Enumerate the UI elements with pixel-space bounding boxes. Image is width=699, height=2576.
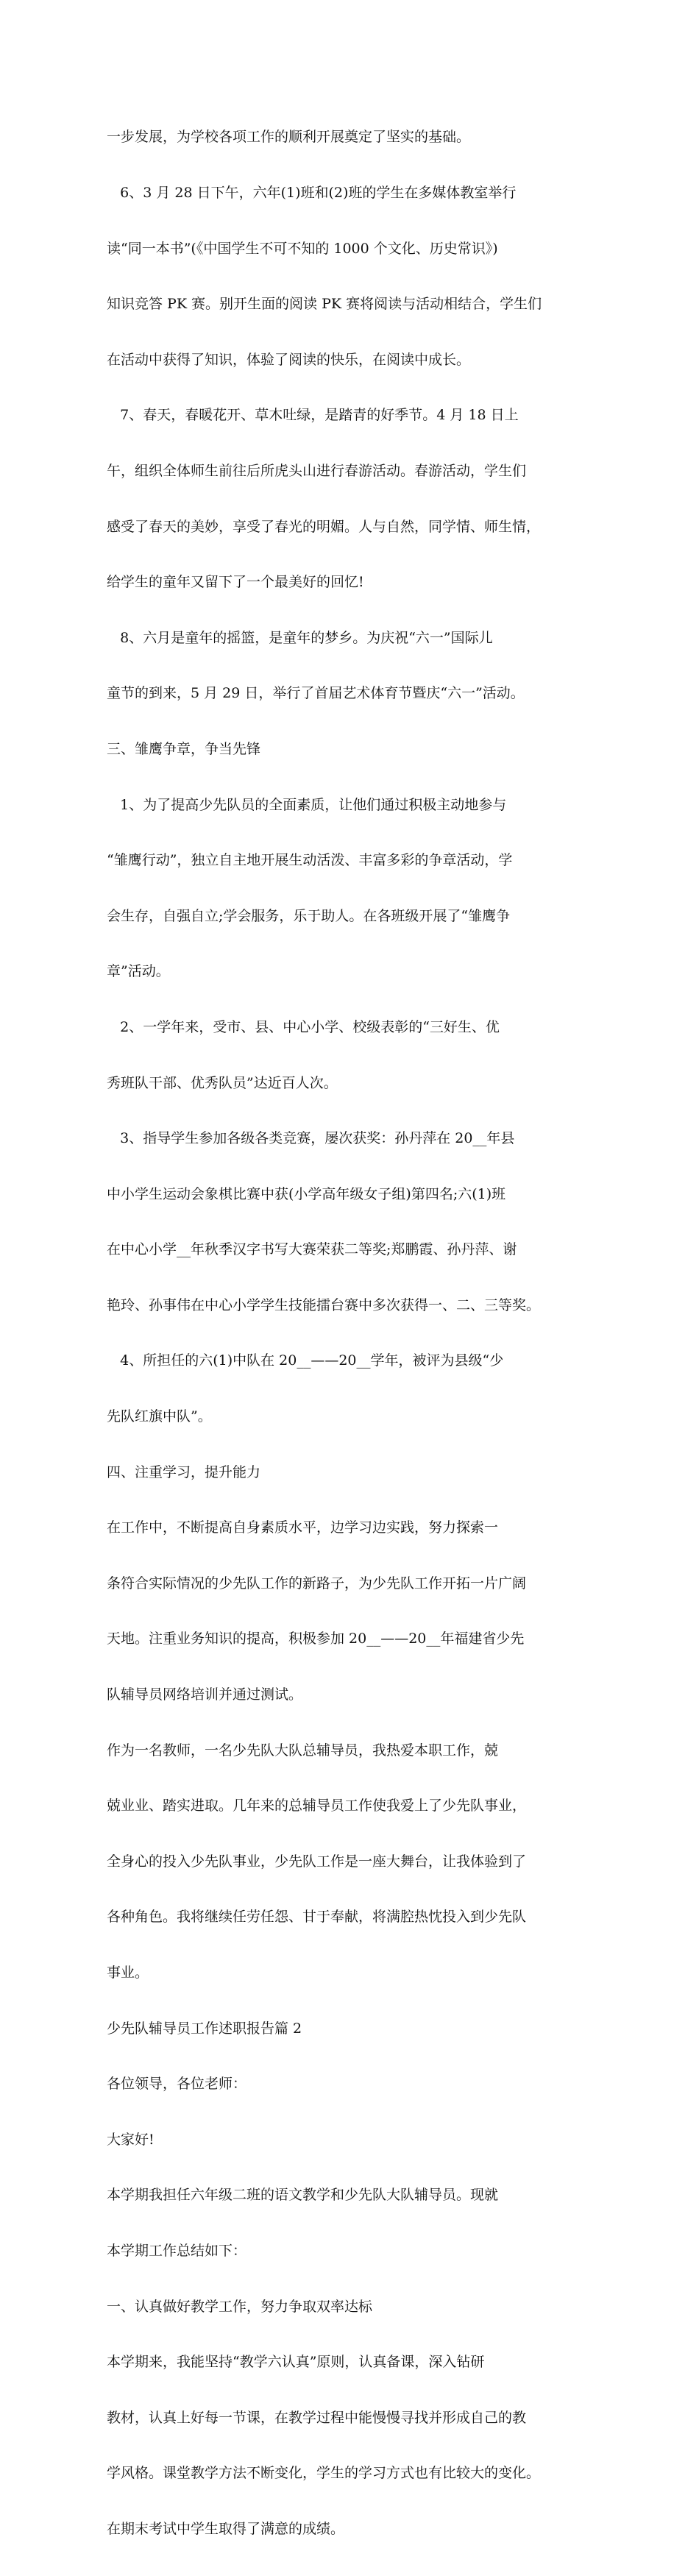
text-line: 队辅导员网络培训并通过测试。: [107, 1686, 303, 1703]
text-line: 在期末考试中学生取得了满意的成绩。: [107, 2520, 345, 2537]
text-line: 先队红旗中队”。: [107, 1408, 212, 1425]
text-line: 知识竞答 PK 赛。别开生面的阅读 PK 赛将阅读与活动相结合，学生们: [107, 296, 542, 313]
salutation: 各位领导，各位老师：: [107, 2076, 247, 2093]
text-line: 在中心小学__年秋季汉字书写大赛荣获二等奖;郑鹏霞、孙丹萍、谢: [107, 1241, 517, 1258]
text-line: 读“同一本书”(《中国学生不可不知的 1000 个文化、历史常识》): [107, 240, 498, 257]
text-line: 在活动中获得了知识，体验了阅读的快乐，在阅读中成长。: [107, 351, 471, 368]
text-line: 秀班队干部、优秀队员”达近百人次。: [107, 1074, 338, 1091]
document-title: 少先队辅导员工作述职报告篇 2: [107, 2020, 302, 2037]
section-heading: 一、认真做好教学工作，努力争取双率达标: [107, 2298, 373, 2315]
text-line: 章”活动。: [107, 963, 170, 980]
text-line: 本学期来，我能坚持“教学六认真”原则，认真备课，深入钻研: [107, 2354, 485, 2371]
text-line: 会生存，自强自立;学会服务，乐于助人。在各班级开展了“雏鹰争: [107, 907, 511, 924]
text-line: 条符合实际情况的少先队工作的新路子，为少先队工作开拓一片广阔: [107, 1575, 527, 1592]
text-line: 全身心的投入少先队事业，少先队工作是一座大舞台，让我体验到了: [107, 1853, 527, 1870]
text-line: 给学生的童年又留下了一个最美好的回忆!: [107, 574, 364, 591]
text-line: 3、指导学生参加各级各类竞赛，屡次获奖：孙丹萍在 20__年县: [107, 1130, 515, 1147]
text-line: 午，组织全体师生前往后所虎头山进行春游活动。春游活动，学生们: [107, 462, 527, 479]
text-line: 7、春天，春暖花开、草木吐绿，是踏青的好季节。4 月 18 日上: [107, 407, 519, 424]
text-line: 学风格。课堂教学方法不断变化，学生的学习方式也有比较大的变化。: [107, 2465, 541, 2482]
text-line: “雏鹰行动”，独立自主地开展生动活泼、丰富多彩的争章活动，学: [107, 852, 513, 869]
text-line: 8、六月是童年的摇篮，是童年的梦乡。为庆祝“六一”国际儿: [107, 629, 493, 646]
text-line: 本学期我担任六年级二班的语文教学和少先队大队辅导员。现就: [107, 2187, 499, 2204]
text-line: 1、为了提高少先队员的全面素质，让他们通过积极主动地参与: [107, 796, 507, 813]
section-heading: 四、注重学习，提升能力: [107, 1463, 261, 1480]
document-body: [107, 91, 592, 2576]
text-line: 事业。: [107, 1965, 149, 1981]
text-line: 4、所担任的六(1)中队在 20__——20__学年，被评为县级“少: [107, 1352, 504, 1369]
text-line: 6、3 月 28 日下午，六年(1)班和(2)班的学生在多媒体教室举行: [107, 185, 517, 201]
text-line: 感受了春天的美妙，享受了春光的明媚。人与自然，同学情、师生情，: [107, 518, 541, 535]
text-line: 作为一名教师，一名少先队大队总辅导员，我热爱本职工作，兢: [107, 1742, 499, 1759]
text-line: 本学期工作总结如下：: [107, 2242, 247, 2259]
section-heading: 三、雏鹰争章，争当先锋: [107, 740, 261, 757]
text-line: 教材，认真上好每一节课，在教学过程中能慢慢寻找并形成自己的教: [107, 2409, 527, 2426]
text-line: 一步发展，为学校各项工作的顺利开展奠定了坚实的基础。: [107, 129, 471, 146]
text-line: 中小学生运动会象棋比赛中获(小学高年级女子组)第四名;六(1)班: [107, 1185, 506, 1202]
text-line: 艳玲、孙事伟在中心小学学生技能擂台赛中多次获得一、二、三等奖。: [107, 1296, 541, 1313]
text-line: 童节的到来，5 月 29 日，举行了首届艺术体育节暨庆“六一”活动。: [107, 685, 525, 702]
text-line: 在工作中，不断提高自身素质水平，边学习边实践，努力探索一: [107, 1519, 499, 1536]
greeting: 大家好!: [107, 2131, 155, 2148]
text-line: 各种角色。我将继续任劳任怨、甘于奉献，将满腔热忱投入到少先队: [107, 1909, 527, 1926]
text-line: 2、一学年来，受市、县、中心小学、校级表彰的“三好生、优: [107, 1018, 500, 1035]
text-line: 兢业业、踏实进取。几年来的总辅导员工作使我爱上了少先队事业，: [107, 1798, 527, 1814]
text-line: 天地。注重业务知识的提高，积极参加 20__——20__年福建省少先: [107, 1631, 525, 1647]
